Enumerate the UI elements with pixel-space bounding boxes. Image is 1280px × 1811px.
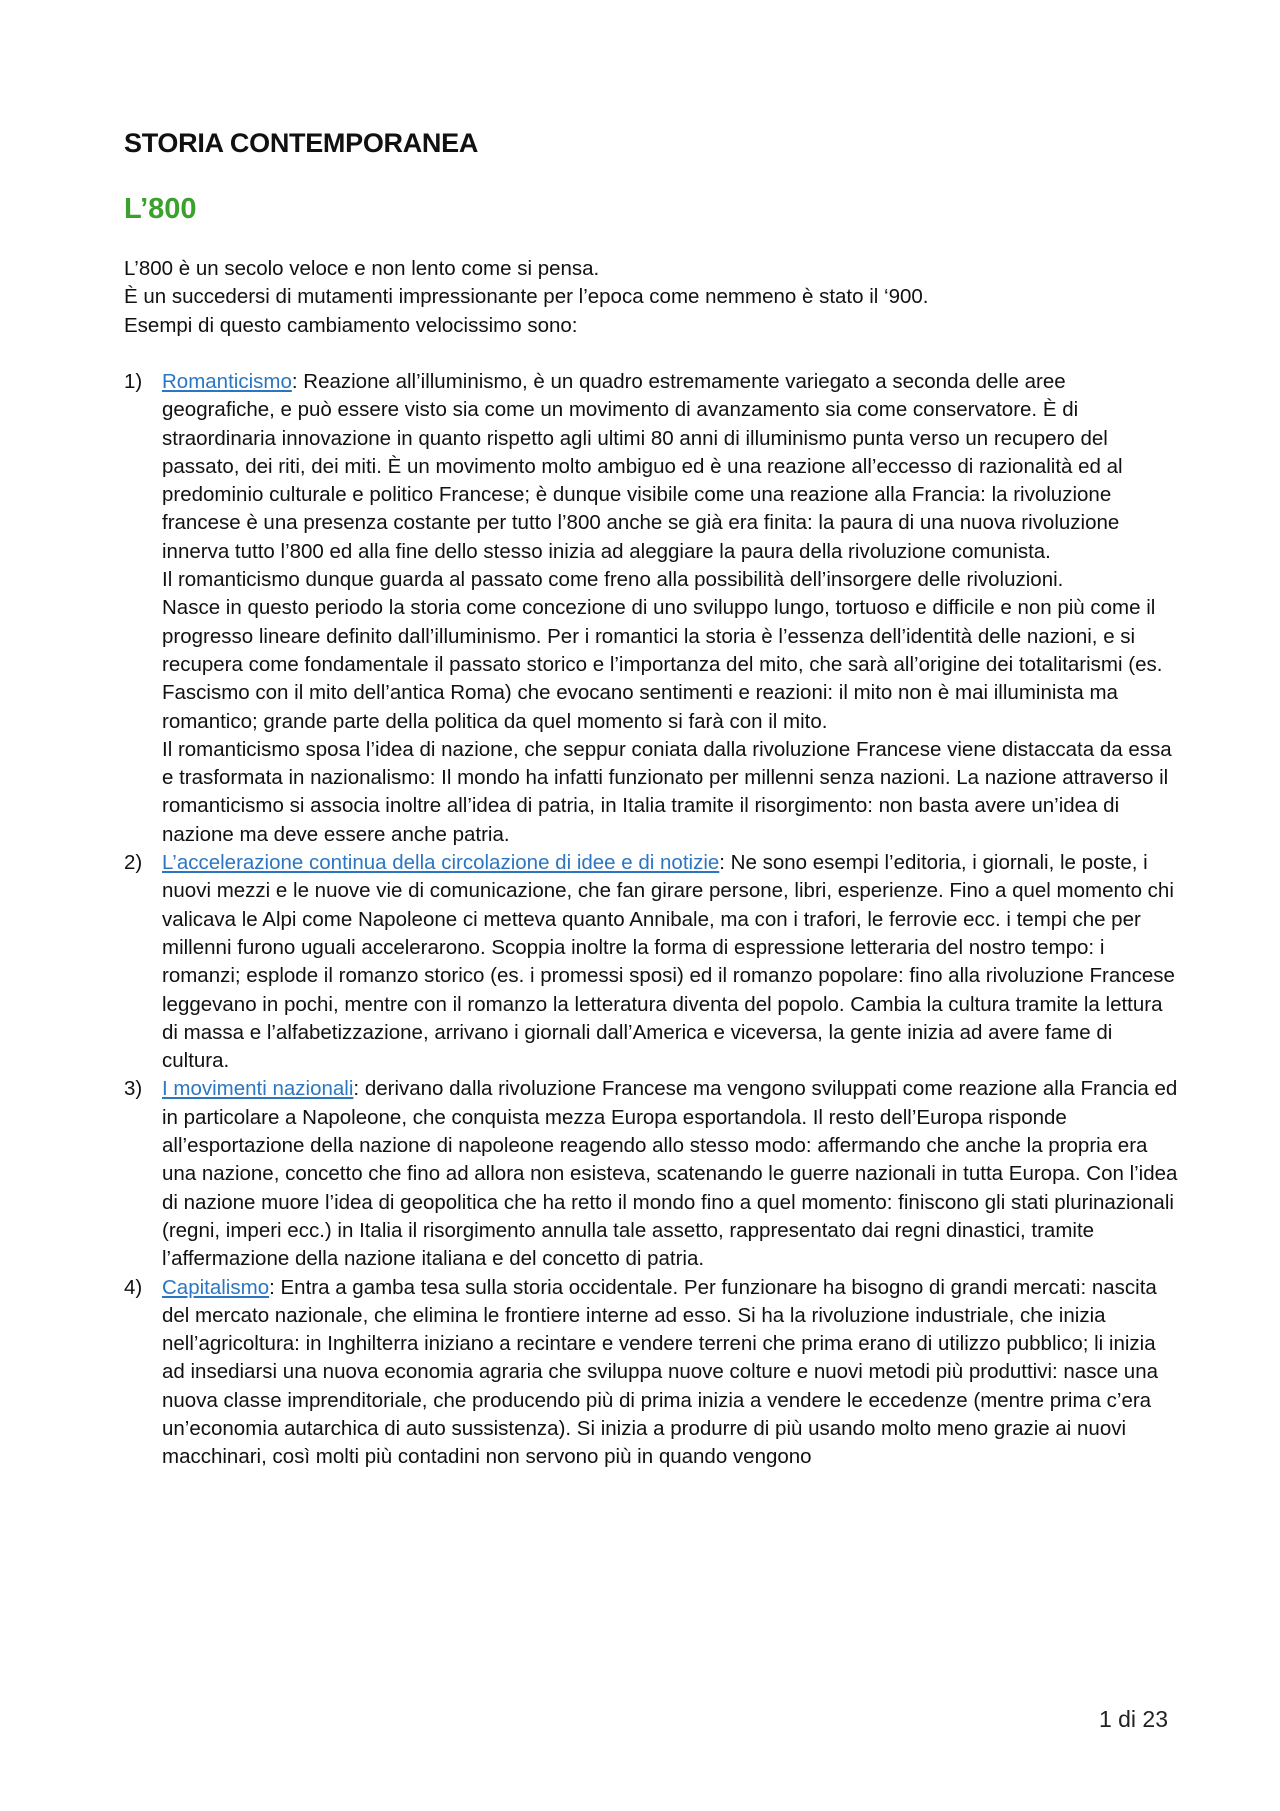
list-paragraph <box>162 1274 1179 1472</box>
list-paragraph <box>162 368 1179 566</box>
document-title: STORIA CONTEMPORANEA <box>124 128 479 158</box>
list-paragraph: Il romanticismo dunque guarda al passato come freno alla possibilità dell’insorgere delle rivoluzioni. <box>162 568 1064 592</box>
topic-link-romanticismo[interactable]: Romanticismo <box>162 370 292 393</box>
intro-line: È un succedersi di mutamenti impressionante per l’epoca come nemmeno è stato il ‘900. <box>124 285 929 309</box>
list-number: 4) <box>124 1275 143 1299</box>
list-paragraph <box>162 1075 1179 1273</box>
list-item-body <box>162 1075 1179 1273</box>
paragraph-text: : derivano dalla rivoluzione Francese ma vengono sviluppati come reazione alla Francia ed in particolare a Napoleone, che conquista mezza Europa esportandola. Il resto dell’Europa risponde all’esportazione della nazione di napoleone reagendo allo stesso modo: affermando che anche la propria era una nazione, concetto che fino ad allora non esisteva, scatenando le guerre nazionali in tutta Europa. Con l’idea di nazione muore l’idea di geopolitica che ha retto il mondo fino a quel momento: finiscono gli stati plurinazionali (regni, imperi ecc.) in Italia il risorgimento annulla tale assetto, rappresentato dai regni dinastici, tramite l’affermazione della nazione italiana e del concetto di patria. <box>162 1077 1178 1271</box>
page-number: 1 di 23 <box>1098 1706 1168 1732</box>
list-item-body <box>162 849 1179 1075</box>
list-item-romanticismo <box>124 368 1179 849</box>
list-item-capitalismo <box>124 1274 1179 1472</box>
list-number: 2) <box>124 851 143 875</box>
numbered-list <box>124 368 1179 1472</box>
intro-line: L’800 è un secolo veloce e non lento come si pensa. <box>124 257 600 280</box>
topic-link-capitalismo[interactable]: Capitalismo <box>162 1275 270 1299</box>
intro-paragraph <box>124 255 1174 340</box>
topic-link-accelerazione[interactable]: L’accelerazione continua della circolazione di idee e di notizie <box>162 851 720 875</box>
list-item-accelerazione <box>124 849 1179 1075</box>
paragraph-text: : Ne sono esempi l’editoria, i giornali, le poste, i nuovi mezzi e le nuove vie di comunicazione, che fan girare persone, libri, esperienze. Fino a quel momento chi valicava le Alpi come Napoleone ci metteva quanto Annibale, ma con i trafori, le ferrovie ecc. i tempi che per millenni furono uguali accelerarono. Scoppia inoltre la forma di espressione letteraria del nostro tempo: i romanzi; esplode il romanzo storico (es. i promessi sposi) ed il romanzo popolare: fino alla rivoluzione Francese leggevano in pochi, mentre con il romanzo la letteratura diventa del popolo. Cambia la cultura tramite la lettura di massa e l’alfabetizzazione, arrivano i giornali dall’America e viceversa, la gente inizia ad avere fame di cultura. <box>162 851 1175 1073</box>
list-paragraph <box>162 849 1179 1075</box>
paragraph-text: : Reazione all’illuminismo, è un quadro estremamente variegato a seconda delle aree geografiche, e può essere visto sia come un movimento di avanzamento sia come conservatore. È di straordinaria innovazione in quanto rispetto agli ultimi 80 anni di illuminismo punta verso un recupero del passato, dei riti, dei miti. È un movimento molto ambiguo ed è una reazione all’eccesso di razionalità ed al predominio culturale e politico Francese; è dunque visibile come una reazione alla Francia: la rivoluzione francese è una presenza costante per tutto l’800 anche se già era finita: la paura di una nuova rivoluzione innerva tutto l’800 ed alla fine dello stesso inizia ad aleggiare la paura della rivoluzione comunista. <box>162 370 1123 563</box>
list-number: 3) <box>124 1077 143 1101</box>
list-paragraph: Nasce in questo periodo la storia come concezione di uno sviluppo lungo, tortuoso e difficile e non più come il progresso lineare definito dall’illuminismo. Per i romantici la storia è l’essenza dell’identità delle nazioni, e si recupera come fondamentale il passato storico e l’importanza del mito, che sarà all’origine dei totalitarismi (es. Fascismo con il mito dell’antica Roma) che evocano sentimenti e reazioni: il mito non è mai illuminista ma romantico; grande parte della politica da quel momento si farà con il mito. <box>162 596 1163 733</box>
list-item-movimenti-nazionali <box>124 1075 1179 1273</box>
topic-link-movimenti-nazionali[interactable]: I movimenti nazionali <box>162 1077 354 1101</box>
list-item-body <box>162 368 1179 849</box>
list-paragraph: Il romanticismo sposa l’idea di nazione, che seppur coniata dalla rivoluzione Francese viene distaccata da essa e trasformata in nazionalismo: Il mondo ha infatti funzionato per millenni senza nazioni. La nazione attraverso il romanticismo si associa inoltre all’idea di patria, in Italia tramite il risorgimento: non basta avere un’idea di nazione ma deve essere anche patria. <box>162 737 1172 846</box>
paragraph-text: : Entra a gamba tesa sulla storia occidentale. Per funzionare ha bisogno di grandi mercati: nascita del mercato nazionale, che elimina le frontiere interne ad esso. Si ha la rivoluzione industriale, che inizia nell’agricoltura: in Inghilterra iniziano a recintare e vendere terreni che prima erano di utilizzo pubblico; li inizia ad insediarsi una nuova economia agraria che sviluppa nuove colture e nuovi metodi più produttivi: nasce una nuova classe imprenditoriale, che producendo più di prima inizia a vendere le eccedenze (mentre prima c’era un’economia autarchica di auto sussistenza). Si inizia a produrre di più usando molto meno grazie ai nuovi macchinari, così molti più contadini non servono più in quando vengono <box>162 1275 1159 1469</box>
section-title: L’800 <box>124 193 197 225</box>
list-number: 1) <box>124 370 143 393</box>
list-item-body <box>162 1274 1179 1472</box>
intro-line: Esempi di questo cambiamento velocissimo sono: <box>124 313 578 337</box>
